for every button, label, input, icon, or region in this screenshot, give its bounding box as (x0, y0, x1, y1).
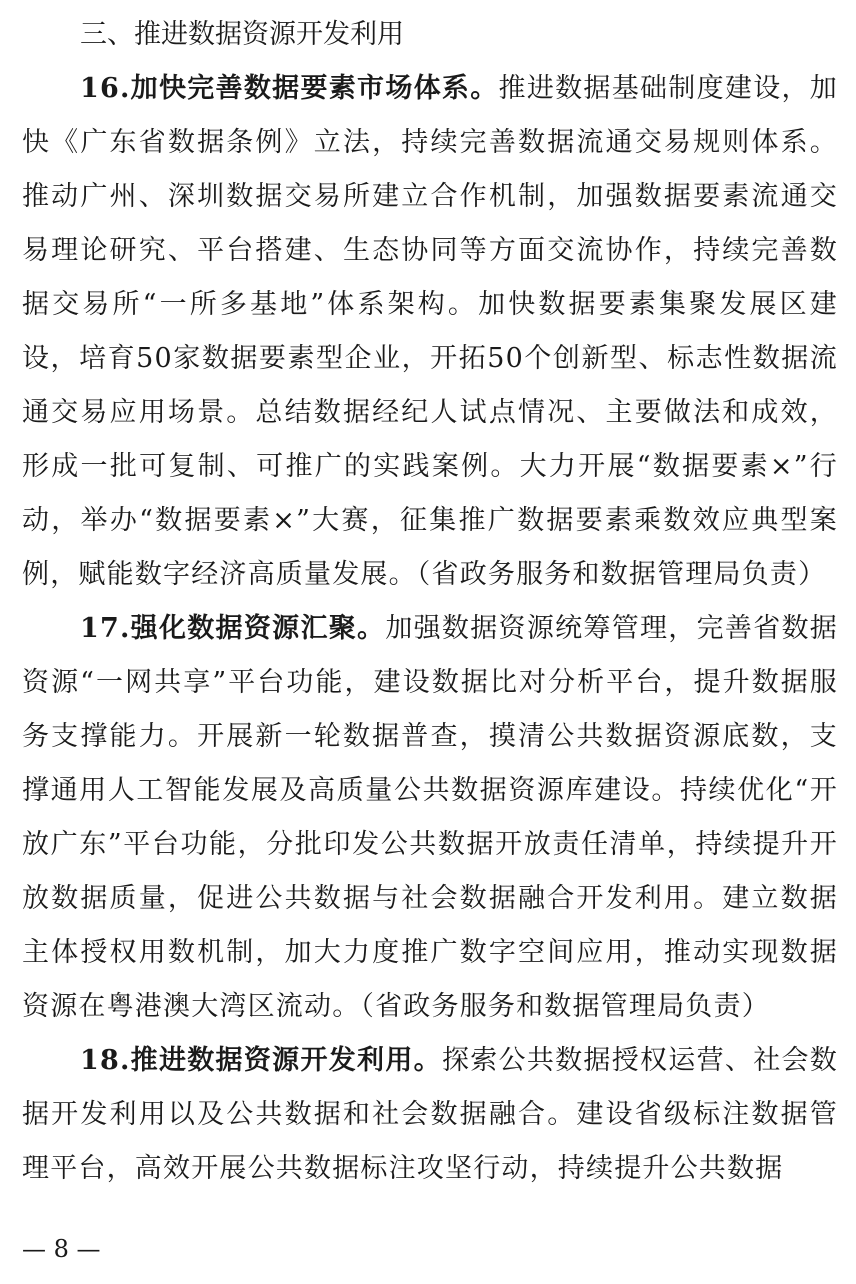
section-heading: 三、推进数据资源开发利用 (80, 19, 404, 50)
page-number: — 8 — (22, 1235, 101, 1263)
item-body-16: 推进数据基础制度建设，加快《广东省数据条例》立法，持续完善数据流通交易规则体系。推动广州、深圳数据交易所建立合作机制，加强数据要素流通交易理论研究、平台搭建、生态协同等方面交流协作，持续完善数据交易所“一所多基地”体系架构。加快数据要素集聚发展区建设，培育50家数据要素型企业，开拓50个创新型、标志性数据流通交易应用场景。总结数据经纪人试点情况、主要做法和成效，形成一批可复制、可推广的实践案例。大力开展“数据要素×”行动，举办“数据要素×”大赛，征集推广数据要素乘数效应典型案例，赋能数字经济高质量发展。（省政务服务和数据管理局负责） (22, 73, 838, 590)
paragraph-item-16 (22, 62, 838, 602)
item-title-17: 17.强化数据资源汇聚。 (80, 613, 386, 644)
paragraph-item-18 (22, 1034, 838, 1196)
document-page (22, 8, 838, 1196)
item-title-16: 16.加快完善数据要素市场体系。 (80, 73, 499, 104)
paragraph-item-17 (22, 602, 838, 1034)
item-body-18: 探索公共数据授权运营、社会数据开发利用以及公共数据和社会数据融合。建设省级标注数据管理平台，高效开展公共数据标注攻坚行动，持续提升公共数据 (22, 1045, 838, 1184)
item-body-17: 加强数据资源统筹管理，完善省数据资源“一网共享”平台功能，建设数据比对分析平台，提升数据服务支撑能力。开展新一轮数据普查，摸清公共数据资源底数，支撑通用人工智能发展及高质量公共数据资源库建设。持续优化“开放广东”平台功能，分批印发公共数据开放责任清单，持续提升开放数据质量，促进公共数据与社会数据融合开发利用。建立数据主体授权用数机制，加大力度推广数字空间应用，推动实现数据资源在粤港澳大湾区流动。（省政务服务和数据管理局负责） (22, 613, 838, 1022)
item-title-18: 18.推进数据资源开发利用。 (80, 1045, 442, 1076)
